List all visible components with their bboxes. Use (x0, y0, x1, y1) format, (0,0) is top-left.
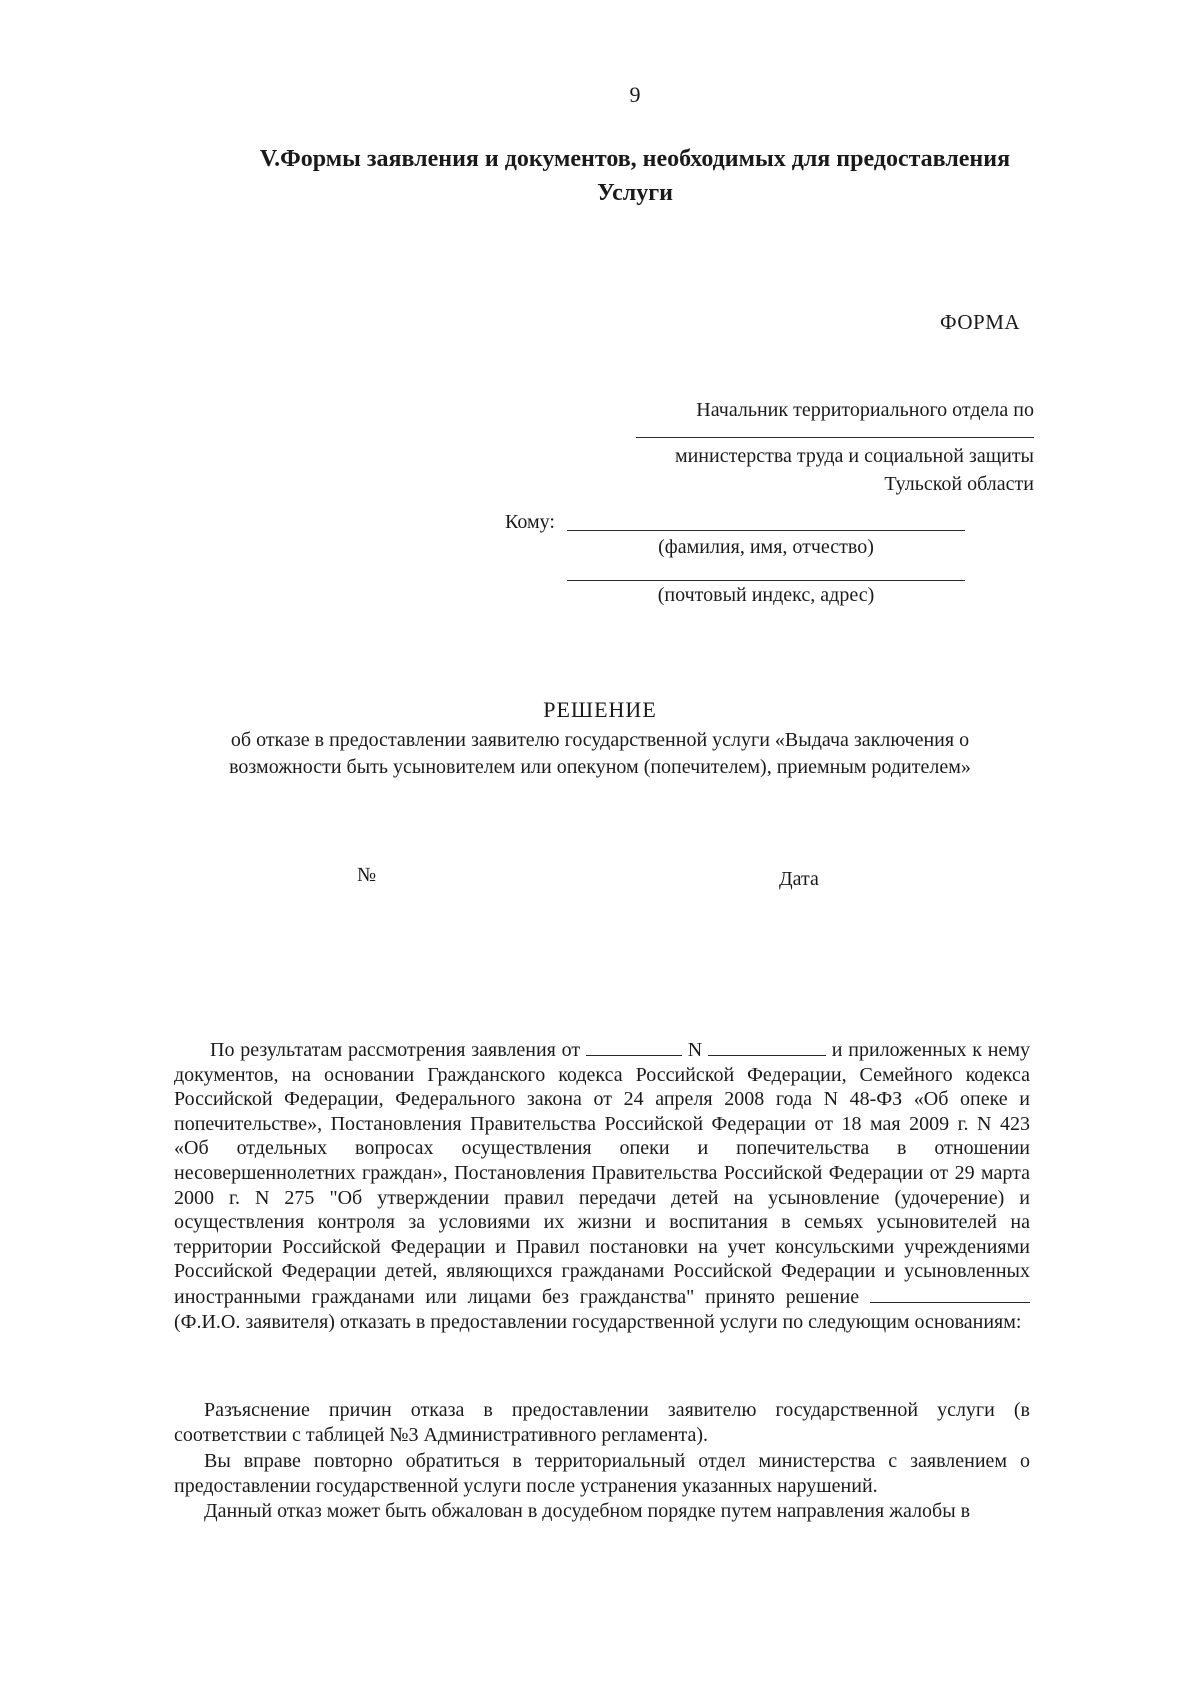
reapply-paragraph: Вы вправе повторно обратиться в территориальный отдел министерства с заявлением о предоставлении государственной услуги после устранения указанных нарушений. (174, 1450, 1030, 1497)
section-title (170, 142, 1100, 210)
section-title-line2: Услуги (597, 180, 673, 206)
page-number: 9 (629, 82, 641, 107)
decision-body-paragraph (174, 1037, 1030, 1334)
recipient-name-line (567, 530, 965, 531)
addressee-line2: министерства труда и социальной защиты (674, 445, 1034, 467)
section-title-line1: V.Формы заявления и документов, необходимых для предоставления (259, 146, 1011, 172)
body-p1-part1: По результатам рассмотрения заявления от (210, 1039, 581, 1061)
appeal-paragraph: Данный отказ может быть обжалован в досудебном порядке путем направления жалобы в (204, 1500, 971, 1522)
addressee-lines-2-3 (600, 442, 1034, 498)
body-p1-part4: (Ф.И.О. заявителя) отказать в предоставлении государственной услуги по следующим основаниям: (174, 1310, 1022, 1333)
decision-subtitle-line2: возможности быть усыновителем или опекуном (попечителем), приемным родителем» (229, 756, 971, 778)
addressee-blank-line (636, 437, 1034, 438)
decision-title: РЕШЕНИЕ (543, 697, 657, 722)
body-p1-part3: и приложенных к нему документов, на основании Гражданского кодекса Российской Федерации, Семейного кодекса Российской Федерации, Федерального закона от 24 апреля 2008 года N 48-ФЗ «Об опеке и попечительстве», Постановления Правительства Российской Федерации от 18 мая 2009 г. N 423 «Об отдельных вопросах осуществления опеки и попечительства в отношении несовершеннолетних граждан», Постановления Правительства Российской Федерации от 29 марта 2000 г. N 275 "Об утверждении правил передачи детей на усыновление (удочерение) и осуществления контроля за условиями их жизни и воспитания в семьях усыновителей на территории Российской Федерации и Правил постановки на учет консульскими учреждениями Российской Федерации детей, являющихся гражданами Российской Федерации и усыновленных иностранными гражданами или лицами без гражданства" принято решение (174, 1039, 1030, 1308)
addressee-line1: Начальник территориального отдела по (696, 399, 1034, 421)
form-label: ФОРМА (940, 310, 1021, 334)
komu-label: Кому: (505, 511, 555, 533)
body-p1-part2: N (687, 1039, 703, 1061)
recipient-address-caption: (почтовый индекс, адрес) (657, 584, 875, 606)
recipient-address-line (567, 580, 965, 581)
decision-subtitle-line1: об отказе в предоставлении заявителю государственной услуги «Выдача заключения о (230, 729, 970, 751)
decision-subtitle (200, 727, 1000, 781)
recipient-name-caption: (фамилия, имя, отчество) (658, 536, 874, 558)
refusal-explanation-paragraph: Разъяснение причин отказа в предоставлении заявителю государственной услуги (в соответствии с таблицей №3 Административного регламента). (174, 1399, 1030, 1446)
applicant-name-blank (870, 1284, 1030, 1303)
application-number-blank (708, 1037, 826, 1056)
application-date-blank (586, 1037, 682, 1056)
addressee-line3: Тульской области (884, 473, 1034, 495)
decision-date-label: Дата (779, 868, 819, 890)
decision-number-label: № (357, 864, 377, 886)
